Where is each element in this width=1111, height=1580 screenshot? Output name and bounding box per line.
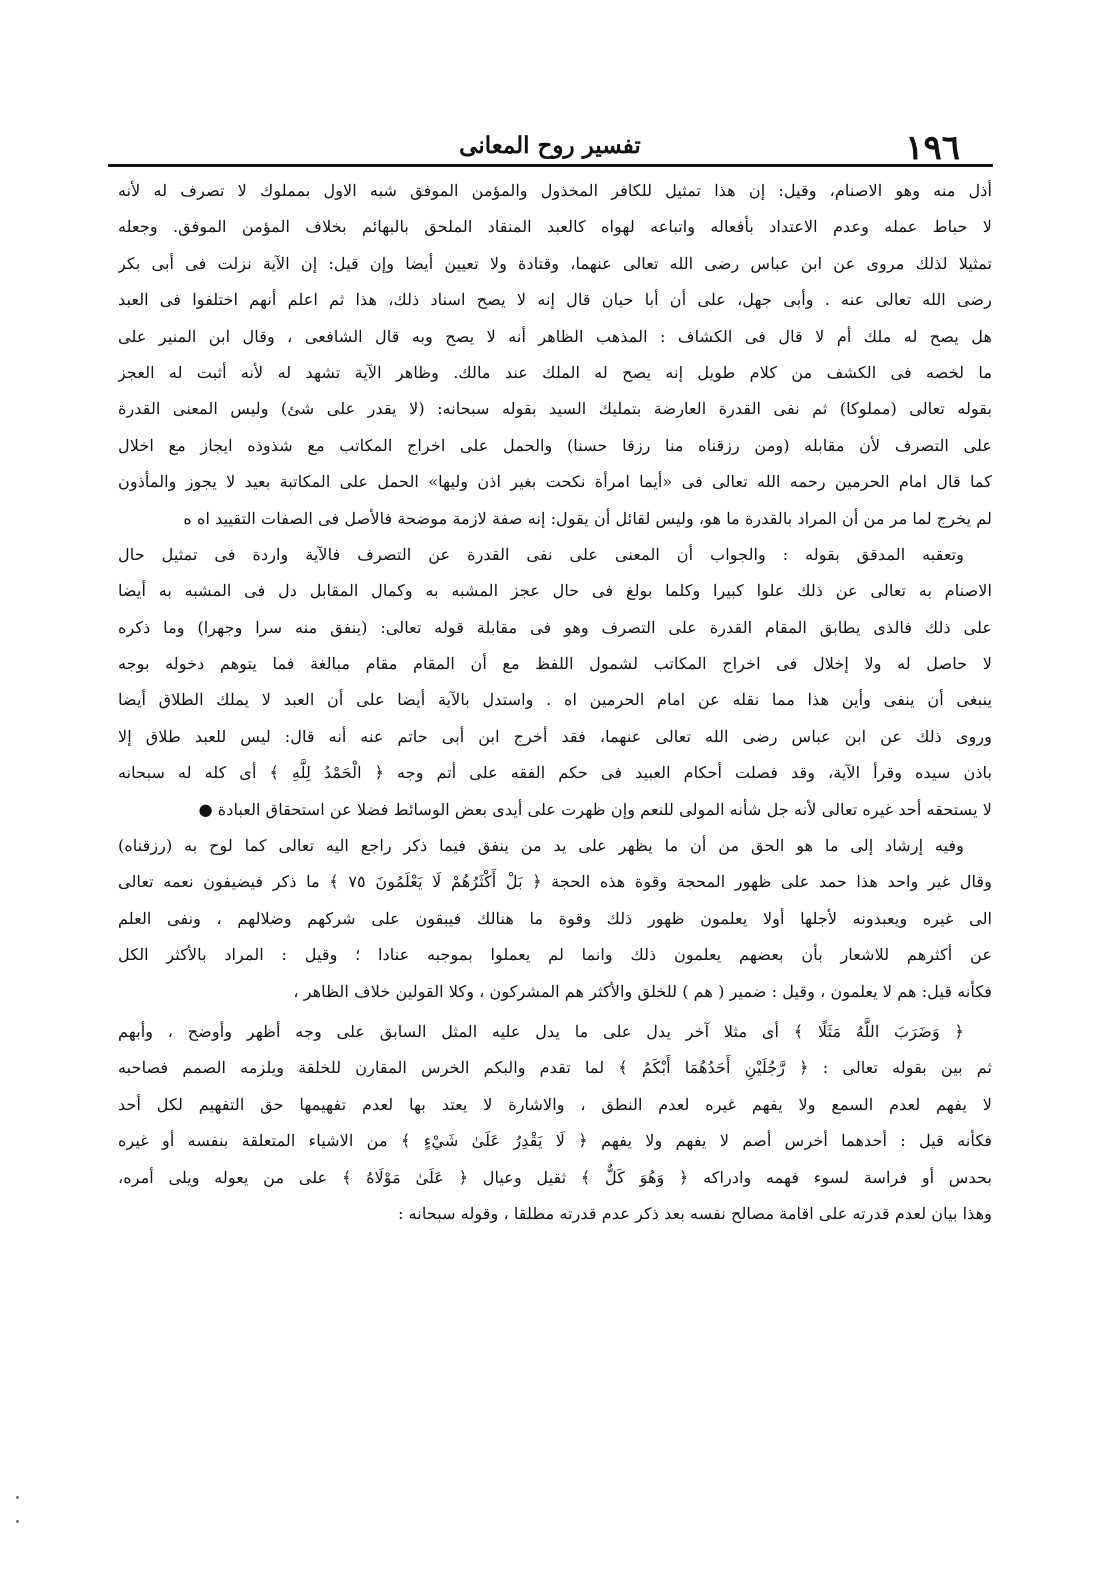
text-line: لا يفهم لعدم السمع ولا يفهم غيره لعدم النطق ، والاشارة لا يعتد بها لعدم تفهيمها حق التفهيم لكل أحد: [118, 1094, 992, 1114]
text-line: ما لخصه فى الكشف من كلام طويل إنه يصح له الملك عند مالك. وظاهر الآية تشهد له لأنه أثبت له العجز: [118, 362, 992, 382]
text-line: أذل منه وهو الاصنام، وقيل: إن هذا تمثيل للكافر المخذول والمؤمن الموفق شبه الاول بمملوك لا تصرف له لأنه: [118, 181, 992, 200]
text-line: فكأنه قيل : أحدهما أخرس أصم لا يفهم ولا يفهم ﴿ لَا يَقْدِرُ عَلَىٰ شَيْءٍ ﴾ من الاشياء المتعلقة بنفسه أو غيره: [118, 1131, 992, 1151]
text-line: وروى ذلك عن ابن عباس رضى الله تعالى عنهما، فقد أخرج ابن أبى حاتم عنه أنه قال: ليس للعبد طلاق إلا: [118, 726, 992, 746]
text-line: على ذلك فالذى يطابق المقام القدرة على التصرف وهو فى مقابلة قوله تعالى: (ينفق منه سرا وجهرا) وما ذكره: [118, 617, 992, 637]
text-line: كما قال امام الحرمين رحمه الله تعالى فى «أيما امرأة نكحت بغير اذن وليها» الحمل على المكاتبة بعيد لا يجوز والمأذون: [118, 472, 992, 492]
text-line: لم يخرج لما مر من أن المراد بالقدرة ما هو، وليس لقائل أن يقول: إنه صفة لازمة موضحة فالأصل فى الصفات التقييد اه ه: [183, 508, 992, 528]
text-line: وفيه إرشاد إلى ما هو الحق من أن ما يظهر على يد من ينفق فيما ذكر راجع اليه تعالى كما لوح به (رزقناه): [118, 836, 964, 856]
text-line: ينبغى أن ينفى وأين هذا مما نقله عن امام الحرمين اه . واستدل بالآية أيضا على أن العبد لا يملك الطلاق أيضا: [118, 690, 992, 710]
body-text: [118, 173, 992, 1232]
text-line: وهذا بيان لعدم قدرته على اقامة مصالح نفسه بعد ذكر عدم قدرته مطلقا ، وقوله سبحانه :: [398, 1203, 992, 1223]
text-line-content: لا يستحقه أحد غيره تعالى لأنه جل شأنه المولى للنعم وإن ظهرت على أيدى بعض الوسائط فضلا عن استحقاق العبادة: [217, 799, 992, 819]
text-line: وتعقبه المدقق بقوله : والجواب أن المعنى على نفى القدرة عن التصرف فالآية واردة فى تمثيل حال: [118, 544, 964, 564]
text-line: ثم بين بقوله تعالى : ﴿ رَّجُلَيْنِ أَحَدُهُمَا أَبْكَمُ ﴾ لما تقدم والبكم الخرس المقارن للخلقة ويلزمه الصمم فصاحبه: [118, 1058, 992, 1078]
header-rule: [108, 164, 993, 167]
text-line: الى غيره ويعبدونه لأجلها أولا يعلمون ظهور ذلك وقوة ما هنالك فيبقون على شركهم وضلالهم ، ونفى العلم: [118, 908, 992, 928]
text-line: لا حاصل له ولا إخلال فى اخراج المكاتب لشمول اللفظ مع أن المقام مقام مبالغة فما يتوهم دخوله بوجه: [118, 654, 992, 674]
text-line: باذن سيده وقرأ الآية، وقد فصلت أحكام العبيد فى حكم الفقه على أتم وجه ﴿ الْحَمْدُ لِلَّهِ ﴾ أى كله له سبحانه: [118, 763, 992, 783]
text-line: فكأنه قيل: هم لا يعلمون ، وقيل : ضمير ( هم ) للخلق والأكثر هم المشركون ، وكلا القولين خلاف الظاهر ،: [293, 981, 992, 1001]
margin-speck: [16, 1496, 19, 1499]
page-number: ١٩٦: [905, 128, 960, 168]
margin-speck: [16, 1520, 19, 1523]
text-line: ﴿ وَضَرَبَ اللَّهُ مَثَلًا ﴾ أى مثلا آخر يدل على ما يدل عليه المثل السابق على وجه أظهر وأوضح ، وأبهم: [118, 1021, 964, 1041]
text-line: على التصرف لأن مقابله (ومن رزقناه منا رزقا حسنا) والحمل على اخراج المكاتب مع شذوذه ايجاز مع اخلال: [118, 435, 992, 455]
text-line-with-end-mark: [118, 792, 992, 828]
text-line: لا حباط عمله وعدم الاعتداد بأفعاله واتباعه لهواه كالعبد المنقاد الملحق بالبهائم بخلاف المؤمن الموفق. وجعله: [118, 217, 992, 237]
text-line: بحدس أو فراسة لسوء فهمه وادراكه ﴿ وَهُوَ كَلٌّ ﴾ ثقيل وعيال ﴿ عَلَىٰ مَوْلَاهُ ﴾ على من يعوله ويلى أمره،: [118, 1167, 992, 1187]
text-line: الاصنام به تعالى عن ذلك علوا كبيرا وكلما بولغ فى حال عجز المشبه به وكمال المقابل دل فى المشبه به أيضا: [118, 581, 992, 601]
paragraph-end-mark: ●: [198, 799, 213, 819]
text-line: وقال غير واحد هذا حمد على ظهور المحجة وقوة هذه الحجة ﴿ بَلْ أَكْثَرُهُمْ لَا يَعْلَمُونَ ٧٥ ﴾ ما ذكر فيضيفون نعمه تعالى: [118, 872, 992, 892]
text-line: عن أكثرهم للاشعار بأن بعضهم يعلمون ذلك وانما لم يعملوا بموجبه عنادا ؛ وقيل : المراد بالأكثر الكل: [118, 945, 992, 965]
running-title: تفسير روح المعانى: [459, 132, 641, 159]
page-header: [100, 122, 1000, 170]
text-line: رضى الله تعالى عنه . وأبى جهل، على أن أبا حيان قال إنه لا يصح اسناد ذلك، هذا ثم اعلم أنهم اختلفوا فى العبد: [118, 290, 992, 310]
text-line: بقوله تعالى (مملوكا) ثم نفى القدرة العارضة بتمليك السيد بقوله سبحانه: (لا يقدر على شئ) وليس المعنى القدرة: [118, 399, 992, 419]
text-line: تمثيلا لذلك مروى عن ابن عباس رضى الله تعالى عنهما، وقتادة ولا تعيين أيضا وإن قيل: إن الآية نزلت فى أبى بكر: [118, 253, 992, 273]
text-line: هل يصح له ملك أم لا قال فى الكشاف : المذهب الظاهر أنه لا يصح وبه قال الشافعى ، وقال ابن المنير على: [118, 326, 992, 346]
